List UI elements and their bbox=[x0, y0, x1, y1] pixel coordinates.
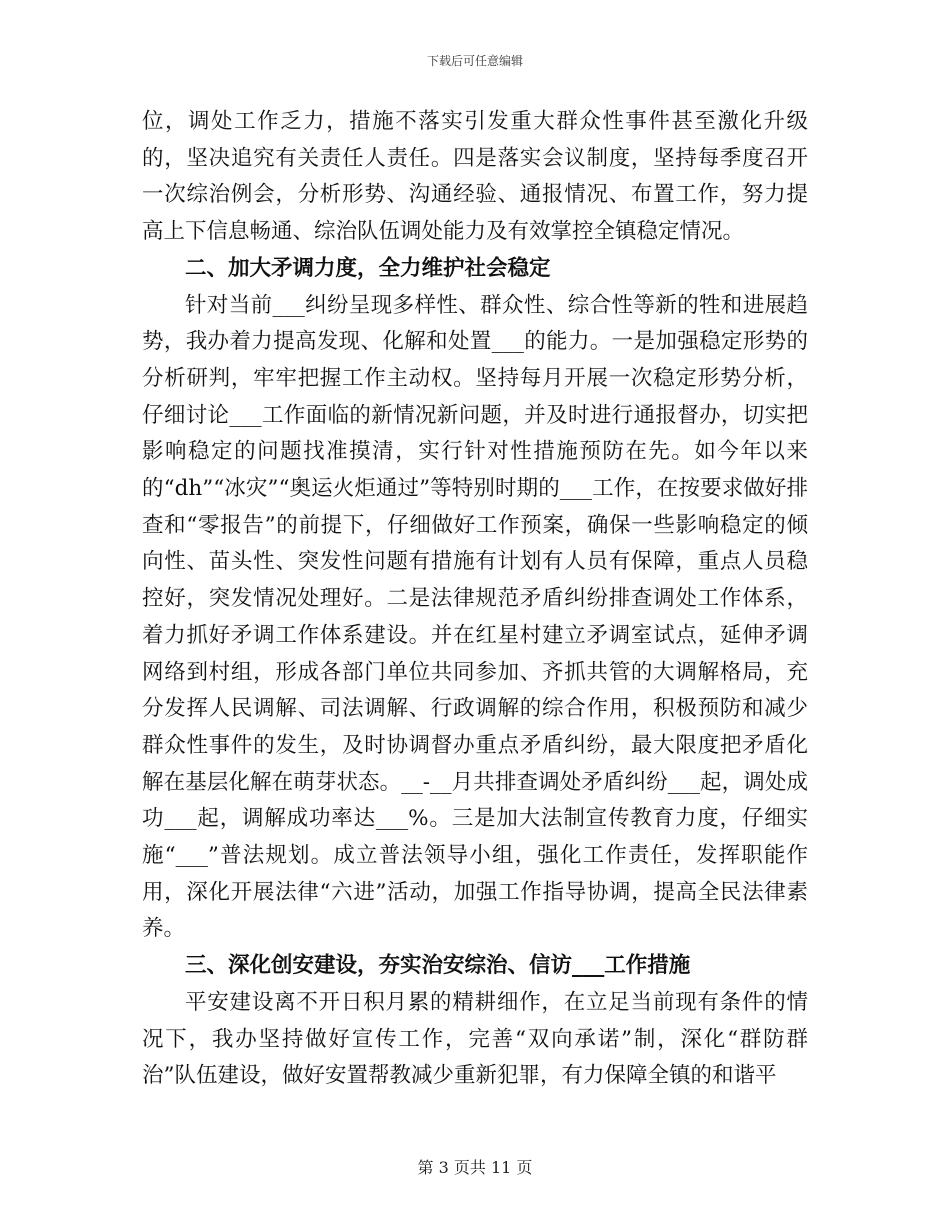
paragraph-section-2: 针对当前___纠纷呈现多样性、群众性、综合性等新的牲和进展趋势，我办着力提高发现、化解和处置___的能力。一是加强稳定形势的分析研判，牢牢把握工作主动权。坚持每月开展一次稳定形势分析，仔细讨论___工作面临的新情况新问题，并及时进行通报督办，切实把影响稳定的问题找准摸清，实行针对性措施预防在先。如今年以来的“dh”“冰灾”“奥运火炬通过”等特别时期的___工作，在按要求做好排查和“零报告”的前提下，仔细做好工作预案，确保一些影响稳定的倾向性、苗头性、突发性问题有措施有计划有人员有保障，重点人员稳控好，突发情况处理好。二是法律规范矛盾纠纷排查调处工作体系，着力抓好矛调工作体系建设。并在红星村建立矛调室试点，延伸矛调网络到村组，形成各部门单位共同参加、齐抓共管的大调解格局，充分发挥人民调解、司法调解、行政调解的综合作用，积极预防和减少群众性事件的发生，及时协调督办重点矛盾纠纷，最大限度把矛盾化解在基层化解在萌芽状态。__-__月共排查调处矛盾纠纷___起，调处成功___起，调解成功率达___%。三是加大法制宣传教育力度，仔细实施“___”普法规划。成立普法领导小组，强化工作责任，发挥职能作用，深化开展法律“六进”活动，加强工作指导协调，提高全民法律素养。 bbox=[142, 292, 808, 942]
paragraph-section-3: 平安建设离不开日积月累的精耕细作，在立足当前现有条件的情况下，我办坚持做好宣传工作，完善“双向承诺”制，深化“群防群治”队伍建设，做好安置帮教减少重新犯罪，有力保障全镇的和谐平 bbox=[142, 989, 808, 1089]
document-body bbox=[142, 104, 808, 1095]
page-footer: 第 3 页共 11 页 bbox=[417, 1158, 533, 1177]
page-header: 下载后可任意编辑 bbox=[426, 54, 523, 68]
section-heading-2: 二、加大矛调力度，全力维护社会稳定 bbox=[185, 255, 551, 281]
paragraph-continuation: 位，调处工作乏力，措施不落实引发重大群众性事件甚至激化升级的，坚决追究有关责任人责任。四是落实会议制度，坚持每季度召开一次综治例会，分析形势、沟通经验、通报情况、布置工作，努力提高上下信息畅通、综治队伍调处能力及有效掌控全镇稳定情况。 bbox=[142, 109, 808, 245]
section-heading-3: 三、深化创安建设，夯实治安综治、信访___工作措施 bbox=[185, 953, 691, 979]
